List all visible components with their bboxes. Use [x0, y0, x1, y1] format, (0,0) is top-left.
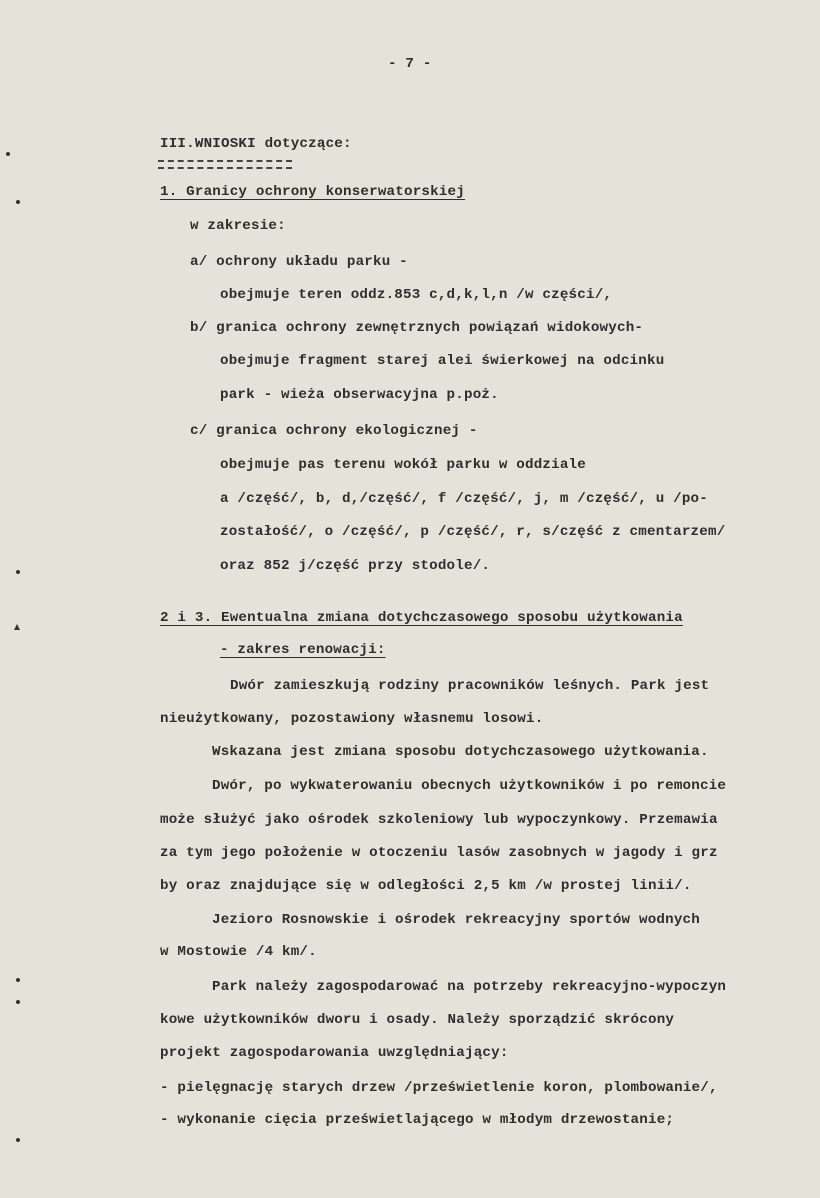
- section-heading: III.WNIOSKI dotyczące:: [160, 136, 352, 152]
- text-line: a /część/, b, d,/część/, f /część/, j, m /część/, u /po-: [220, 491, 708, 507]
- text-line: by oraz znajdujące się w odległości 2,5 km /w prostej linii/.: [160, 878, 692, 894]
- margin-punch-mark: [16, 1000, 20, 1004]
- margin-punch-mark: [16, 570, 20, 574]
- text-line: projekt zagospodarowania uwzględniający:: [160, 1045, 509, 1061]
- text-line: obejmuje pas terenu wokół parku w oddziale: [220, 457, 586, 473]
- text-line: - wykonanie cięcia prześwietlającego w młodym drzewostanie;: [160, 1112, 675, 1128]
- text-line: w Mostowie /4 km/.: [160, 944, 317, 960]
- section-2-title: 2 i 3. Ewentualna zmiana dotychczasowego sposobu użytkowania: [160, 610, 683, 626]
- text-line: Wskazana jest zmiana sposobu dotychczasowego użytkowania.: [212, 744, 709, 760]
- margin-punch-mark: [16, 978, 20, 982]
- margin-punch-mark: [14, 624, 20, 630]
- text-line: Dwór zamieszkują rodziny pracowników leśnych. Park jest: [230, 678, 710, 694]
- text-line: c/ granica ochrony ekologicznej -: [190, 423, 478, 439]
- section-1-title: 1. Granicy ochrony konserwatorskiej: [160, 184, 465, 200]
- heading-double-underline: [158, 160, 292, 169]
- text-line: obejmuje teren oddz.853 c,d,k,l,n /w części/,: [220, 287, 613, 303]
- margin-punch-mark: [16, 1138, 20, 1142]
- section-1-intro: w zakresie:: [190, 218, 286, 234]
- section-2-subtitle: - zakres renowacji:: [220, 642, 386, 658]
- text-line: może służyć jako ośrodek szkoleniowy lub wypoczynkowy. Przemawia: [160, 812, 718, 828]
- text-line: zostałość/, o /część/, p /część/, r, s/część z cmentarzem/: [220, 524, 726, 540]
- text-line: park - wieża obserwacyjna p.poż.: [220, 387, 499, 403]
- text-line: a/ ochrony układu parku -: [190, 254, 408, 270]
- margin-punch-mark: [16, 200, 20, 204]
- text-line: obejmuje fragment starej alei świerkowej na odcinku: [220, 353, 665, 369]
- text-line: kowe użytkowników dworu i osady. Należy sporządzić skrócony: [160, 1012, 675, 1028]
- text-line: nieużytkowany, pozostawiony własnemu losowi.: [160, 711, 544, 727]
- text-line: oraz 852 j/część przy stodole/.: [220, 558, 491, 574]
- text-line: Dwór, po wykwaterowaniu obecnych użytkowników i po remoncie: [212, 778, 727, 794]
- text-line: - pielęgnację starych drzew /prześwietlenie koron, plombowanie/,: [160, 1080, 718, 1096]
- text-line: Jezioro Rosnowskie i ośrodek rekreacyjny sportów wodnych: [212, 912, 700, 928]
- text-line: Park należy zagospodarować na potrzeby rekreacyjno-wypoczyn: [212, 979, 727, 995]
- page-number: - 7 -: [388, 56, 432, 72]
- text-line: b/ granica ochrony zewnętrznych powiązań widokowych-: [190, 320, 644, 336]
- margin-punch-mark: [6, 152, 10, 156]
- text-line: za tym jego położenie w otoczeniu lasów zasobnych w jagody i grz: [160, 845, 718, 861]
